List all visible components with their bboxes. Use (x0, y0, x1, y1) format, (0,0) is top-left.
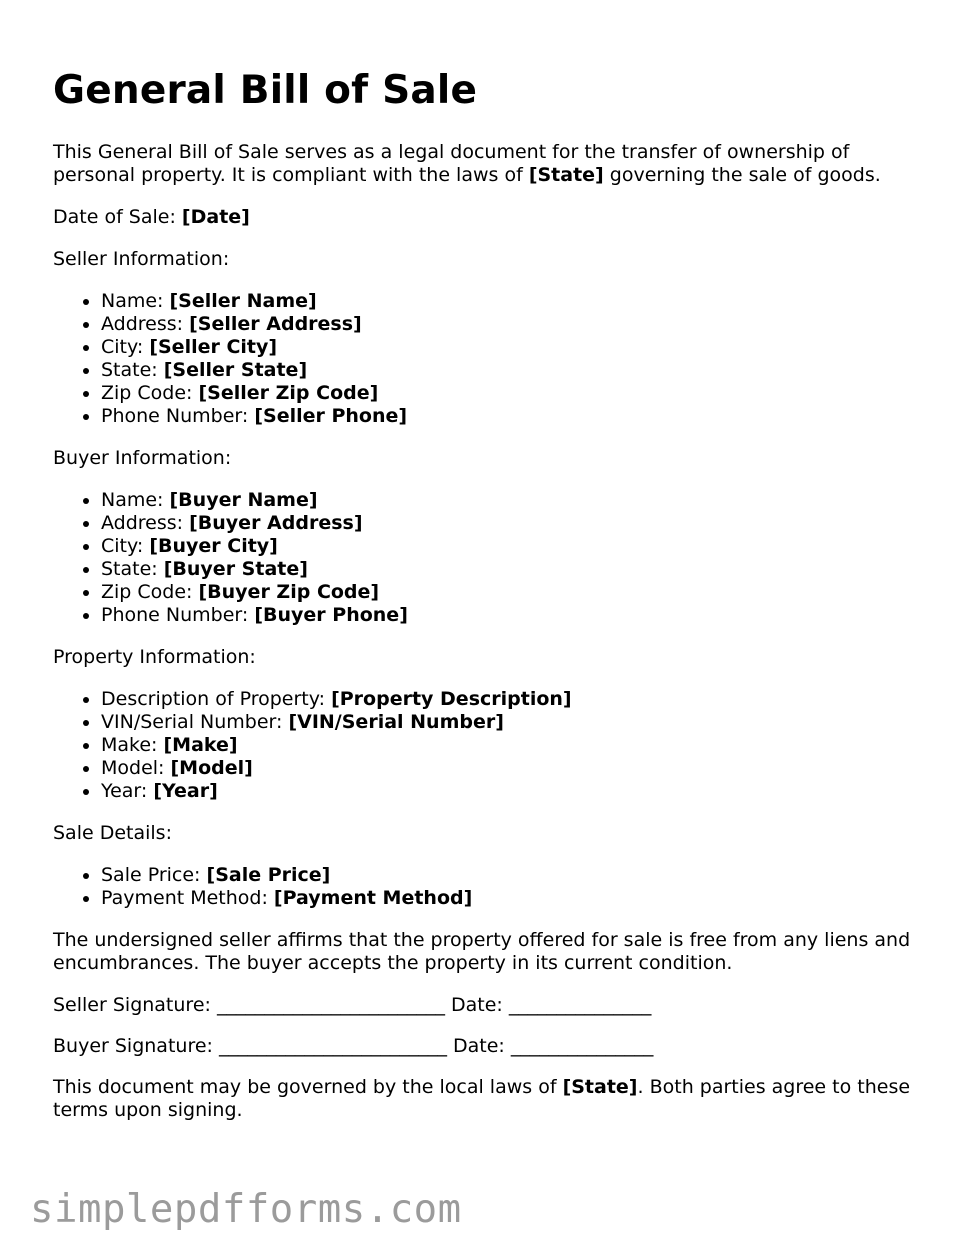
item-label: Zip Code: (101, 382, 199, 404)
item-value: [Buyer City] (149, 535, 278, 557)
date-of-sale-label: Date of Sale: (53, 206, 182, 228)
item-value: [Buyer Phone] (254, 604, 408, 626)
list-item (101, 359, 933, 382)
item-value: [Make] (163, 734, 238, 756)
date-of-sale (53, 206, 933, 229)
item-label: Name: (101, 290, 170, 312)
item-label: Payment Method: (101, 887, 274, 909)
item-value: [Seller State] (163, 359, 308, 381)
item-label: City: (101, 336, 150, 358)
property-heading: Property Information: (53, 646, 256, 668)
item-value: [Seller Name] (169, 290, 317, 312)
list-item (101, 711, 933, 734)
item-label: Phone Number: (101, 405, 255, 427)
item-label: Make: (101, 734, 164, 756)
list-item (101, 405, 933, 428)
item-label: Address: (101, 313, 190, 335)
list-item (101, 688, 933, 711)
item-label: Model: (101, 757, 171, 779)
property-list (53, 688, 933, 803)
closing-state-placeholder: [State] (562, 1076, 638, 1098)
list-item (101, 780, 933, 803)
affirmation-paragraph: The undersigned seller affirms that the property offered for sale is free from any liens and encumbrances. The buyer accepts the property in its current condition. (53, 929, 911, 974)
item-value: [Payment Method] (273, 887, 473, 909)
item-label: Name: (101, 489, 170, 511)
intro-paragraph (53, 141, 933, 187)
item-value: [Buyer State] (163, 558, 308, 580)
seller-list (53, 290, 933, 428)
document-page (53, 64, 933, 1141)
item-label: City: (101, 535, 150, 557)
item-value: [Year] (153, 780, 218, 802)
item-label: Year: (101, 780, 154, 802)
item-value: [Sale Price] (206, 864, 331, 886)
item-value: [Seller Address] (189, 313, 362, 335)
buyer-signature-line: Buyer Signature: ________________________ Date: _______________ (53, 1035, 654, 1057)
item-label: Zip Code: (101, 581, 199, 603)
list-item (101, 581, 933, 604)
item-value: [VIN/Serial Number] (288, 711, 504, 733)
list-item (101, 313, 933, 336)
item-value: [Seller Zip Code] (198, 382, 379, 404)
list-item (101, 887, 933, 910)
closing-paragraph (53, 1076, 933, 1122)
intro-text-start: This General Bill of Sale serves as a legal document for the transfer of ownership of personal property. It is compliant with the laws of (53, 141, 850, 186)
list-item (101, 290, 933, 313)
item-label: Description of Property: (101, 688, 332, 710)
item-value: [Seller City] (149, 336, 278, 358)
list-item (101, 489, 933, 512)
sale-heading: Sale Details: (53, 822, 172, 844)
date-of-sale-value: [Date] (181, 206, 250, 228)
item-value: [Seller Phone] (254, 405, 408, 427)
list-item (101, 336, 933, 359)
list-item (101, 512, 933, 535)
intro-state-placeholder: [State] (528, 164, 604, 186)
item-label: Address: (101, 512, 190, 534)
watermark: simplepdfforms.com (30, 1187, 462, 1232)
item-value: [Property Description] (331, 688, 572, 710)
item-value: [Buyer Address] (189, 512, 363, 534)
list-item (101, 382, 933, 405)
item-label: State: (101, 359, 164, 381)
item-value: [Buyer Name] (169, 489, 318, 511)
document-title: General Bill of Sale (53, 68, 478, 113)
seller-signature-line: Seller Signature: ________________________ Date: _______________ (53, 994, 652, 1016)
list-item (101, 734, 933, 757)
intro-text-end: governing the sale of goods. (603, 164, 881, 186)
item-label: State: (101, 558, 164, 580)
sale-list (53, 864, 933, 910)
seller-heading: Seller Information: (53, 248, 230, 270)
list-item (101, 535, 933, 558)
list-item (101, 757, 933, 780)
list-item (101, 864, 933, 887)
list-item (101, 558, 933, 581)
item-value: [Buyer Zip Code] (198, 581, 380, 603)
buyer-list (53, 489, 933, 627)
item-label: VIN/Serial Number: (101, 711, 289, 733)
closing-text-start: This document may be governed by the local laws of (53, 1076, 563, 1098)
list-item (101, 604, 933, 627)
item-label: Sale Price: (101, 864, 207, 886)
closing-text-end: . Both parties agree to these terms upon signing. (53, 1076, 911, 1121)
item-label: Phone Number: (101, 604, 255, 626)
item-value: [Model] (170, 757, 253, 779)
buyer-heading: Buyer Information: (53, 447, 232, 469)
